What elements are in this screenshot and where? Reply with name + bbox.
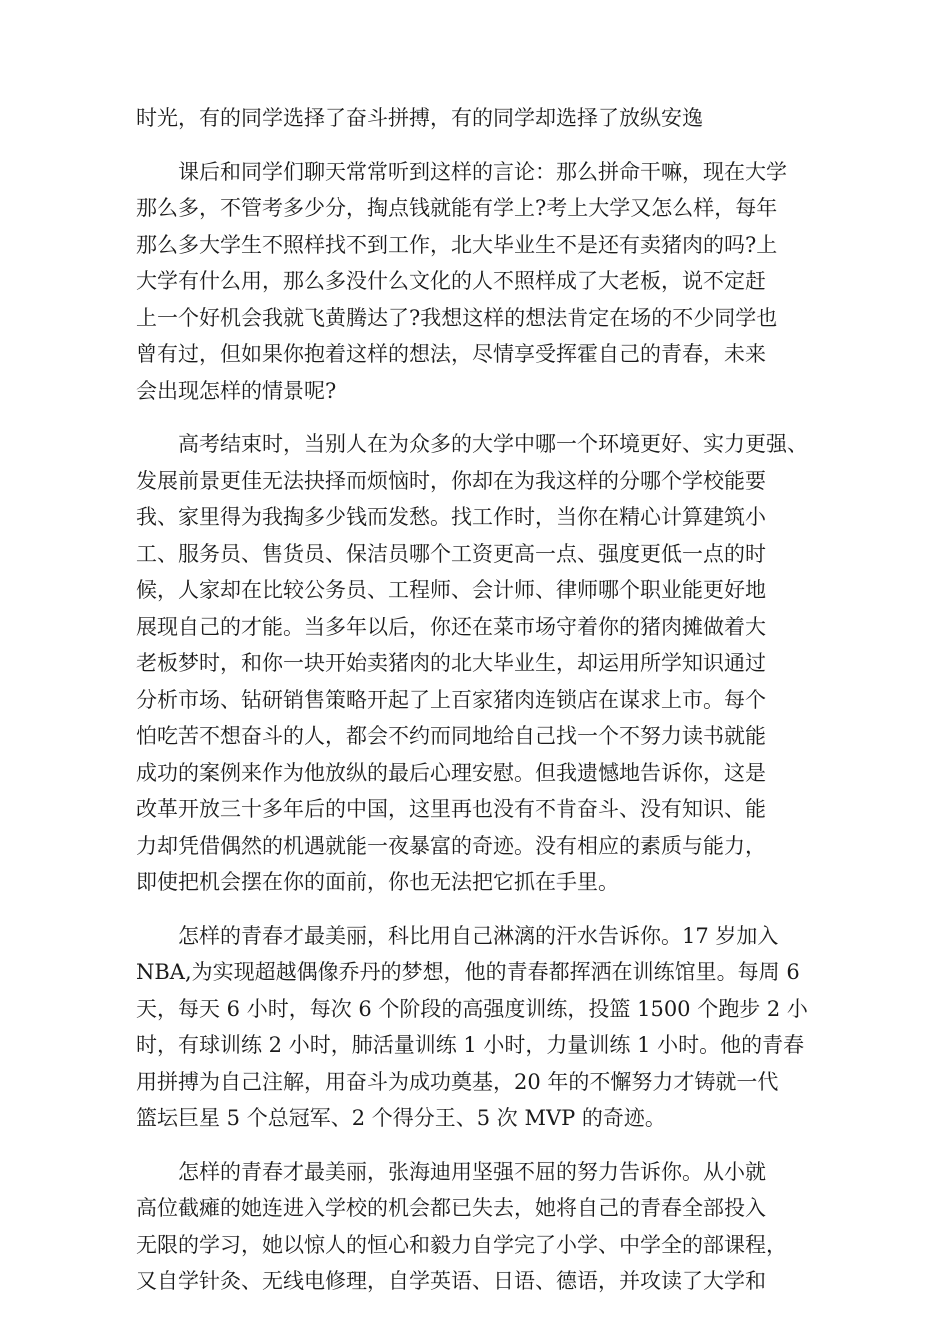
text-line: 我、家里得为我掏多少钱而发愁。找工作时，当你在精心计算建筑小 <box>136 505 766 529</box>
text-line: 怎样的青春才最美丽，科比用自己淋漓的汗水告诉你。17 岁加入 <box>178 923 779 948</box>
text-line: 怕吃苦不想奋斗的人，都会不约而同地给自己找一个不努力读书就能 <box>136 724 766 748</box>
text-line: NBA,为实现超越偶像乔丹的梦想，他的青春都挥洒在训练馆里。每周 6 <box>136 960 800 984</box>
text-line: 大学有什么用，那么多没什么文化的人不照样成了大老板，说不定赶 <box>136 269 766 293</box>
text-line: 展现自己的才能。当多年以后，你还在菜市场守着你的猪肉摊做着大 <box>136 614 766 639</box>
paragraph-1 <box>136 100 826 137</box>
text-line: 那么多大学生不照样找不到工作，北大毕业生不是还有卖猪肉的吗?上 <box>136 232 778 257</box>
text-line: 无限的学习，她以惊人的恒心和毅力自学完了小学、中学全的部课程， <box>136 1232 787 1257</box>
text-line: 上一个好机会我就飞黄腾达了?我想这样的想法肯定在场的不少同学也 <box>136 305 778 330</box>
text-line: 会出现怎样的情景呢? <box>136 378 337 403</box>
text-line: 候，人家却在比较公务员、工程师、会计师、律师哪个职业能更好地 <box>136 578 766 602</box>
text-line: 高位截瘫的她连进入学校的机会都已失去，她将自己的青春全部投入 <box>136 1196 766 1220</box>
text-line: 课后和同学们聊天常常听到这样的言论：那么拼命干嘛，现在大学 <box>178 159 787 184</box>
text-line: 高考结束时，当别人在为众多的大学中哪一个环境更好、实力更强、 <box>178 432 808 456</box>
text-line: 成功的案例来作为他放纵的最后心理安慰。但我遗憾地告诉你，这是 <box>136 760 766 785</box>
text-line: 用拼搏为自己注解，用奋斗为成功奠基，20 年的不懈努力才铸就一代 <box>136 1069 779 1094</box>
text-line: 时光，有的同学选择了奋斗拼搏，有的同学却选择了放纵安逸 <box>136 106 703 130</box>
text-line: 分析市场、钻研销售策略开起了上百家猪肉连锁店在谋求上市。每个 <box>136 687 766 712</box>
text-line: 发展前景更佳无法抉择而烦恼时，你却在为我这样的分哪个学校能要 <box>136 468 766 493</box>
text-line: 老板梦时，和你一块开始卖猪肉的北大毕业生，却运用所学知识通过 <box>136 651 766 675</box>
paragraph-4 <box>136 918 826 1137</box>
paragraph-3 <box>136 426 826 901</box>
text-line: 力却凭借偶然的机遇就能一夜暴富的奇迹。没有相应的素质与能力， <box>136 833 766 858</box>
text-line: 工、服务员、售货员、保洁员哪个工资更高一点、强度更低一点的时 <box>136 541 766 566</box>
paragraph-2 <box>136 154 826 410</box>
text-line: 时，有球训练 2 小时，肺活量训练 1 小时，力量训练 1 小时。他的青春 <box>136 1033 805 1057</box>
text-line: 曾有过，但如果你抱着这样的想法，尽情享受挥霍自己的青春，未来 <box>136 342 766 366</box>
text-line: 改革开放三十多年后的中国，这里再也没有不肯奋斗、没有知识、能 <box>136 797 766 821</box>
paragraph-5 <box>136 1154 826 1300</box>
text-line: 那么多，不管考多少分，掏点钱就能有学上?考上大学又怎么样，每年 <box>136 196 778 220</box>
text-line: 篮坛巨星 5 个总冠军、2 个得分王、5 次 MVP 的奇迹。 <box>136 1106 666 1130</box>
text-line: 天，每天 6 小时，每次 6 个阶段的高强度训练，投篮 1500 个跑步 2 小 <box>136 996 808 1021</box>
document-body <box>136 100 826 1317</box>
text-line: 又自学针灸、无线电修理，自学英语、日语、德语，并攻读了大学和 <box>136 1269 766 1293</box>
text-line: 即使把机会摆在你的面前，你也无法把它抓在手里。 <box>136 870 619 894</box>
text-line: 怎样的青春才最美丽，张海迪用坚强不屈的努力告诉你。从小就 <box>178 1159 766 1184</box>
